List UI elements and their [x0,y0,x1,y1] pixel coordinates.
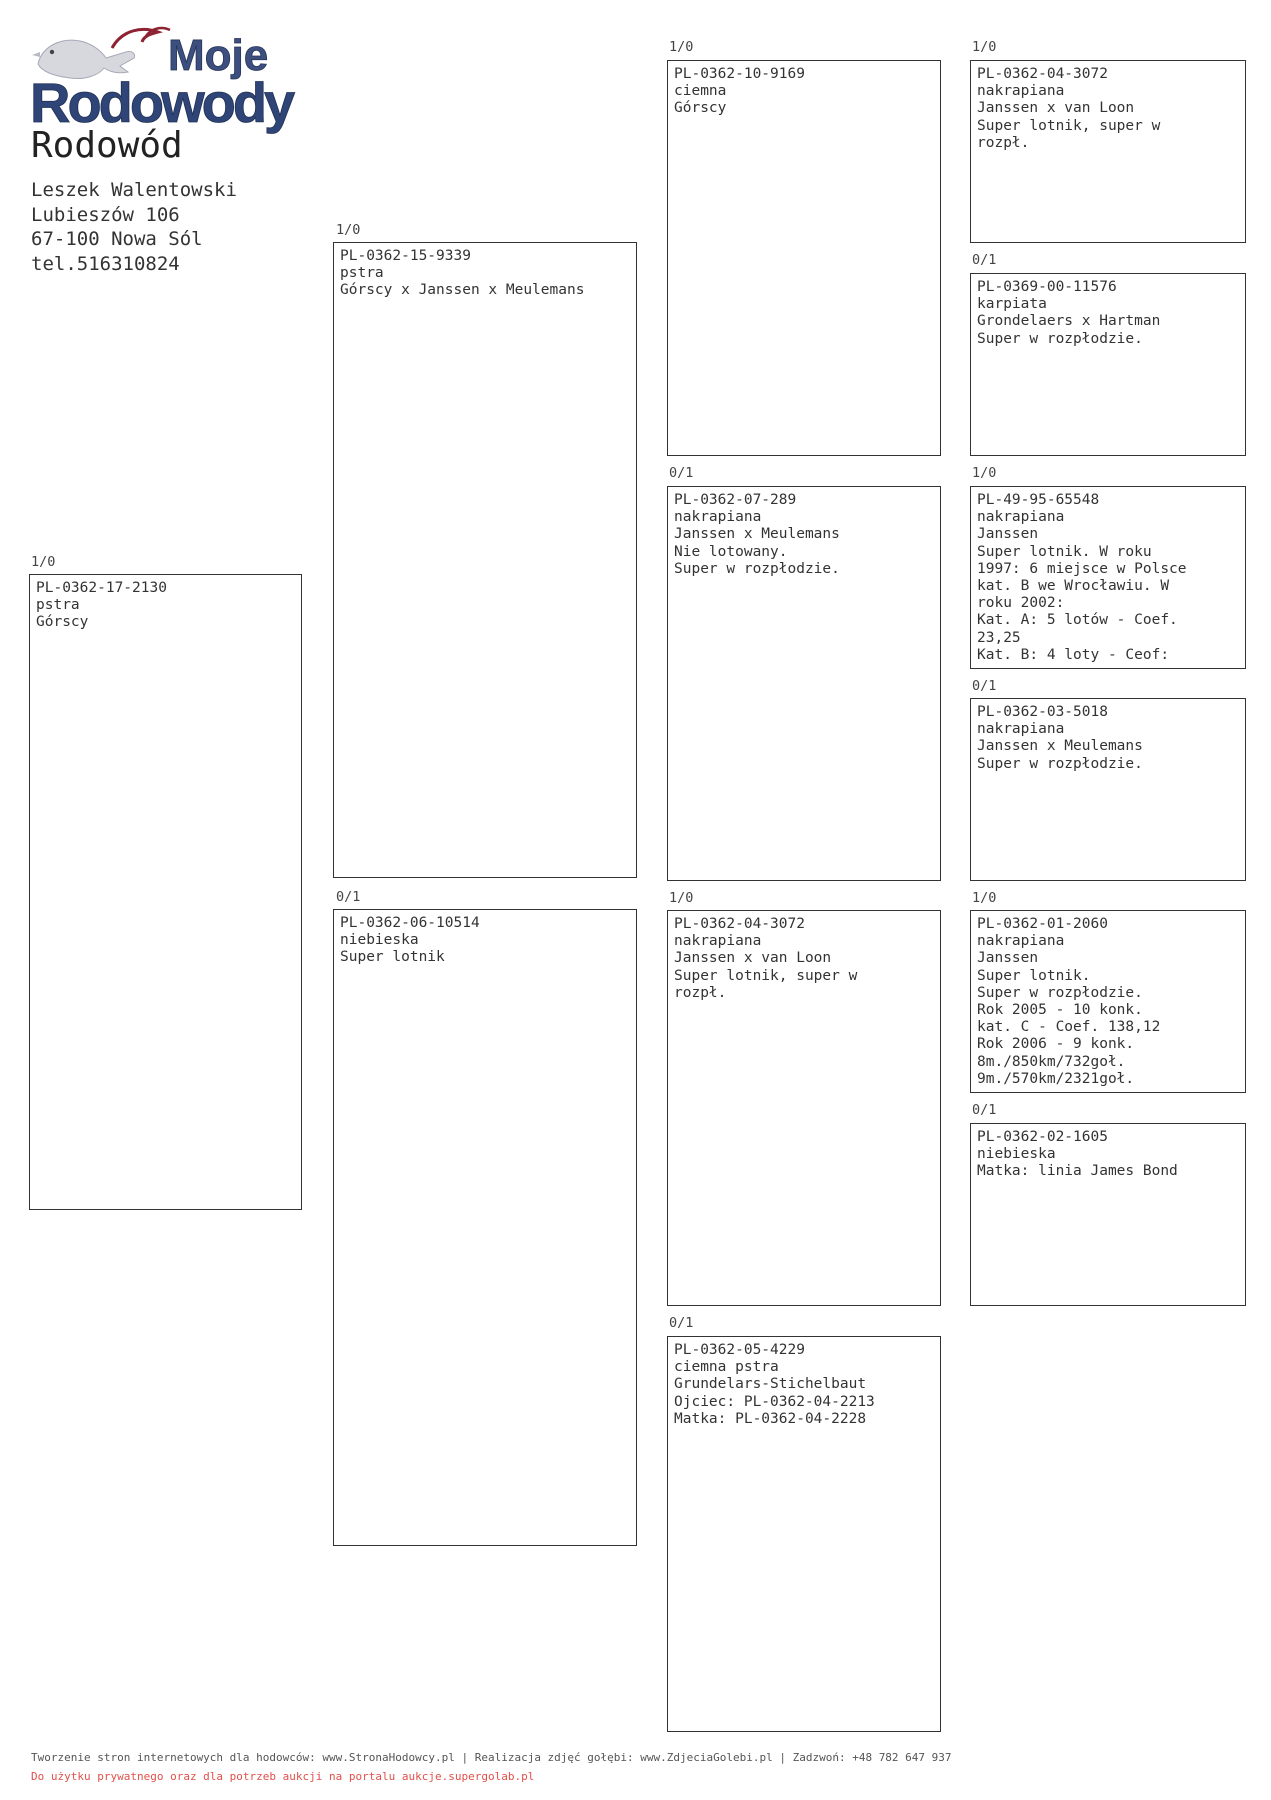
pigeon-color: niebieska [340,932,419,949]
pigeon-card-fff [970,60,1246,243]
pigeon-description: Janssen Super lotnik. Super w rozpłodzie. Rok 2005 - 10 konk. kat. C - Coef. 138,12 Rok 2006 - 9 konk. 8m./850km/732goł. 9m./570km/2321goł. [977,950,1161,1087]
gen-label-fff: 1/0 [972,39,997,55]
breeder-info [31,178,237,276]
pigeon-color: nakrapiana [674,933,762,950]
pigeon-color: nakrapiana [977,83,1065,100]
ring-number: PL-0362-02-1605 [977,1129,1108,1145]
gen-label-father: 1/0 [336,222,361,238]
gen-label-ff: 1/0 [669,39,694,55]
gen-label-fmf: 1/0 [972,465,997,481]
pigeon-color: nakrapiana [674,509,762,526]
pigeon-description: Górscy [36,614,89,631]
gen-label-fmm: 0/1 [972,678,997,694]
pigeon-color: ciemna pstra [674,1359,779,1376]
pigeon-color: pstra [36,597,80,614]
pigeon-description: Górscy [674,100,727,117]
pigeon-card-fmf [970,486,1246,669]
pigeon-card-ffm [970,273,1246,456]
pigeon-description: Janssen Super lotnik. W roku 1997: 6 miejsce w Polsce kat. B we Wrocławiu. W roku 2002: Kat. A: 5 lotów - Coef. 23,25 Kat. B: 4 loty - Ceof: [977,526,1187,663]
logo-line2: Rodowody [30,71,293,134]
breeder-name: Leszek Walentowski [31,179,237,201]
ring-number: PL-0362-17-2130 [36,580,167,596]
pigeon-card-main [29,574,302,1210]
footer-usage-note: Do użytku prywatnego oraz dla potrzeb aukcji na portalu aukcje.supergolab.pl [31,1770,535,1783]
ring-number: PL-0362-06-10514 [340,915,480,931]
ring-number: PL-49-95-65548 [977,492,1100,508]
footer-credits: Tworzenie stron internetowych dla hodowców: www.StronaHodowcy.pl | Realizacja zdjęć gołębi: www.ZdjeciaGolebi.pl | Zadzwoń: +48 782 647 937 [31,1751,952,1764]
pigeon-card-mfm [970,1123,1246,1306]
ring-number: PL-0362-05-4229 [674,1342,805,1358]
pigeon-description: Matka: linia James Bond [977,1163,1178,1180]
pigeon-description: Grundelars-Stichelbaut Ojciec: PL-0362-04-2213 Matka: PL-0362-04-2228 [674,1376,875,1427]
page-title: Rodowód [31,125,183,166]
gen-label-mm: 0/1 [669,1315,694,1331]
gen-label-mf: 1/0 [669,890,694,906]
breeder-street: Lubieszów 106 [31,203,180,226]
pigeon-card-mother [333,909,637,1546]
pigeon-description: Janssen x van Loon Super lotnik, super w rozpł. [674,950,858,1001]
pigeon-card-father [333,242,637,878]
pigeon-description: Janssen x Meulemans Super w rozpłodzie. [977,738,1143,772]
pigeon-color: ciemna [674,83,727,100]
moje-rodowody-logo [28,22,328,134]
pigeon-card-mf [667,910,941,1306]
pigeon-card-fmm [970,698,1246,881]
pigeon-description: Górscy x Janssen x Meulemans [340,282,585,299]
ring-number: PL-0362-03-5018 [977,704,1108,720]
pigeon-color: karpiata [977,296,1047,313]
breeder-phone: tel.516310824 [31,252,180,275]
pigeon-description: Super lotnik [340,949,445,966]
ring-number: PL-0362-04-3072 [674,916,805,932]
pigeon-card-ff [667,60,941,456]
breeder-city: 67-100 Nowa Sól [31,228,203,250]
pigeon-color: pstra [340,265,384,282]
pigeon-description: Janssen x van Loon Super lotnik, super w rozpł. [977,100,1161,151]
pigeon-color: nakrapiana [977,509,1065,526]
pigeon-color: nakrapiana [977,933,1065,950]
logo-line1: Moje [168,31,269,80]
gen-label-ffm: 0/1 [972,252,997,268]
pigeon-card-mm [667,1336,941,1732]
pigeon-card-fm [667,486,941,881]
pigeon-color: nakrapiana [977,721,1065,738]
pigeon-color: niebieska [977,1146,1056,1163]
pigeon-description: Grondelaers x Hartman Super w rozpłodzie. [977,313,1161,347]
ring-number: PL-0362-01-2060 [977,916,1108,932]
gen-label-mff: 1/0 [972,890,997,906]
ring-number: PL-0362-07-289 [674,492,797,508]
pigeon-card-mff [970,910,1246,1093]
ring-number: PL-0362-15-9339 [340,248,471,264]
gen-label-mother: 0/1 [336,889,361,905]
ring-number: PL-0362-10-9169 [674,66,805,82]
gen-label-main: 1/0 [31,554,56,570]
ring-number: PL-0369-00-11576 [977,279,1117,295]
gen-label-fm: 0/1 [669,465,694,481]
ring-number: PL-0362-04-3072 [977,66,1108,82]
gen-label-mfm: 0/1 [972,1102,997,1118]
pigeon-description: Janssen x Meulemans Nie lotowany. Super w rozpłodzie. [674,526,840,577]
